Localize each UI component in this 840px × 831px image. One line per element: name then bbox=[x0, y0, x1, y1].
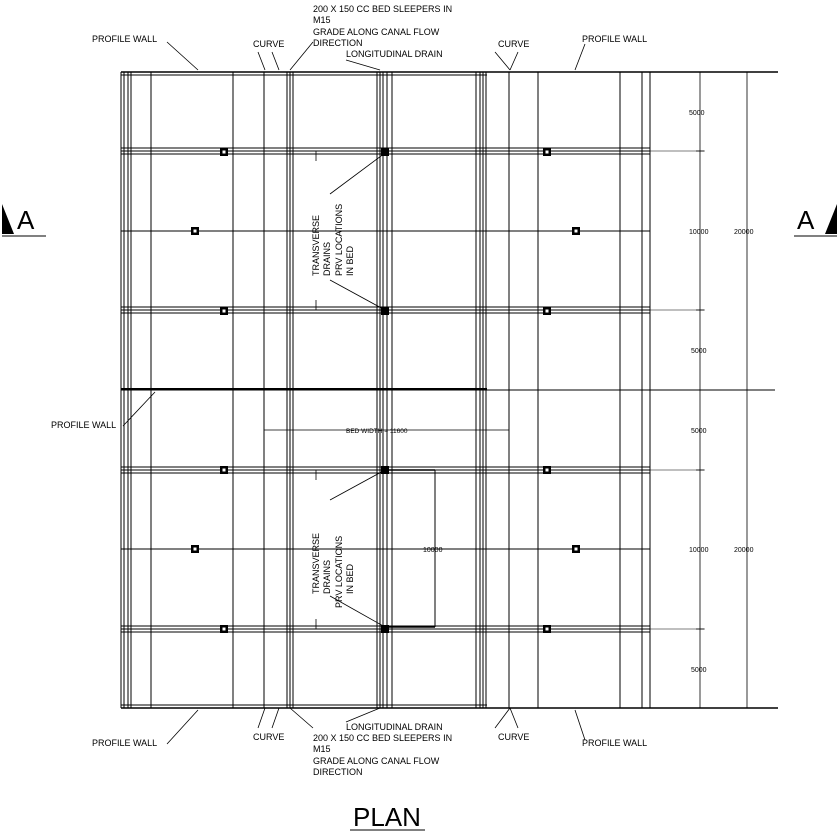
dim-5000-1: 5000 bbox=[689, 110, 705, 117]
dim-5000-3: 5000 bbox=[691, 428, 707, 435]
prv-marker-center bbox=[546, 151, 549, 154]
transverse-label-upper-1: TRANSVERSE bbox=[311, 214, 321, 276]
plan-title: PLAN bbox=[353, 802, 421, 831]
profile-wall-label-bottom-right: PROFILE WALL bbox=[582, 738, 648, 748]
profile-wall-label-bottom-left: PROFILE WALL bbox=[92, 738, 158, 748]
leader-line bbox=[346, 60, 380, 70]
prv-label-lower-2: IN BED bbox=[345, 563, 355, 594]
section-arrow-left bbox=[2, 204, 14, 234]
sleepers-label-top-1: 200 X 150 CC BED SLEEPERS IN bbox=[313, 4, 453, 14]
dim-20000-2: 20000 bbox=[734, 547, 754, 554]
profile-wall-label-top-left: PROFILE WALL bbox=[92, 34, 158, 44]
sleepers-label-top-2: M15 bbox=[313, 15, 331, 25]
grade-label-top-2: DIRECTION bbox=[313, 38, 363, 48]
prv-marker-center bbox=[194, 548, 197, 551]
prv-marker-center bbox=[223, 469, 226, 472]
section-arrow-right bbox=[825, 204, 837, 234]
grade-label-bottom-2: DIRECTION bbox=[313, 767, 363, 777]
dim-20000-1: 20000 bbox=[734, 229, 754, 236]
leader-line bbox=[167, 710, 198, 744]
prv-marker-center bbox=[575, 230, 578, 233]
section-mark-left: A bbox=[17, 205, 35, 235]
curve-label-bottom-left: CURVE bbox=[253, 732, 285, 742]
leader-line bbox=[272, 52, 279, 70]
profile-wall-label-top-right: PROFILE WALL bbox=[582, 34, 648, 44]
transverse-label-lower-1: TRANSVERSE bbox=[311, 532, 321, 594]
prv-marker-center bbox=[546, 310, 549, 313]
prv-marker-center bbox=[223, 310, 226, 313]
prv-marker-center bbox=[223, 151, 226, 154]
structure-lines bbox=[121, 72, 778, 708]
profile-wall-label-middle: PROFILE WALL bbox=[51, 420, 117, 430]
dim-10000-1: 10000 bbox=[689, 229, 709, 236]
leader-line bbox=[290, 42, 313, 70]
transverse-label-lower-2: DRAINS bbox=[322, 559, 332, 594]
leader-line bbox=[258, 708, 265, 728]
transverse-label-upper-2: DRAINS bbox=[322, 241, 332, 276]
prv-marker-center bbox=[223, 628, 226, 631]
leader-line bbox=[495, 708, 510, 728]
leader-lines bbox=[123, 42, 585, 744]
longitudinal-drain-label-top: LONGITUDINAL DRAIN bbox=[346, 49, 443, 59]
prv-label-upper-1: PRV LOCATIONS bbox=[334, 203, 344, 276]
grade-label-top-1: GRADE ALONG CANAL FLOW bbox=[313, 27, 440, 37]
prv-label-lower-1: PRV LOCATIONS bbox=[334, 535, 344, 608]
curve-label-top-left: CURVE bbox=[253, 39, 285, 49]
leader-line bbox=[575, 710, 585, 740]
prv-marker-center bbox=[194, 230, 197, 233]
bed-width-label: BED WIDTH = 11600 bbox=[346, 428, 408, 435]
leader-line bbox=[346, 708, 380, 722]
leader-line bbox=[575, 44, 585, 70]
leader-line bbox=[167, 42, 198, 70]
longitudinal-drain-label-bottom: LONGITUDINAL DRAIN bbox=[346, 722, 443, 732]
curve-label-top-right: CURVE bbox=[498, 39, 530, 49]
prv-marker-center bbox=[546, 469, 549, 472]
grade-label-bottom-1: GRADE ALONG CANAL FLOW bbox=[313, 756, 440, 766]
leader-line bbox=[272, 708, 279, 728]
prv-marker-center bbox=[546, 628, 549, 631]
prv-marker-center bbox=[575, 548, 578, 551]
leader-line bbox=[290, 708, 313, 728]
leader-line bbox=[510, 708, 518, 728]
sleepers-label-bottom-2: M15 bbox=[313, 744, 331, 754]
dim-5000-4: 5000 bbox=[691, 667, 707, 674]
prv-marker bbox=[381, 625, 389, 633]
leader-line bbox=[495, 52, 510, 70]
curve-label-bottom-right: CURVE bbox=[498, 732, 530, 742]
prv-label-upper-2: IN BED bbox=[345, 245, 355, 276]
section-mark-right: A bbox=[797, 205, 815, 235]
dim-10000-inner: 10000 bbox=[423, 547, 443, 554]
dim-10000-2: 10000 bbox=[689, 547, 709, 554]
leader-line bbox=[510, 52, 518, 70]
sleepers-label-bottom-1: 200 X 150 CC BED SLEEPERS IN bbox=[313, 733, 453, 743]
leader-line bbox=[258, 52, 265, 70]
dim-5000-2: 5000 bbox=[691, 348, 707, 355]
